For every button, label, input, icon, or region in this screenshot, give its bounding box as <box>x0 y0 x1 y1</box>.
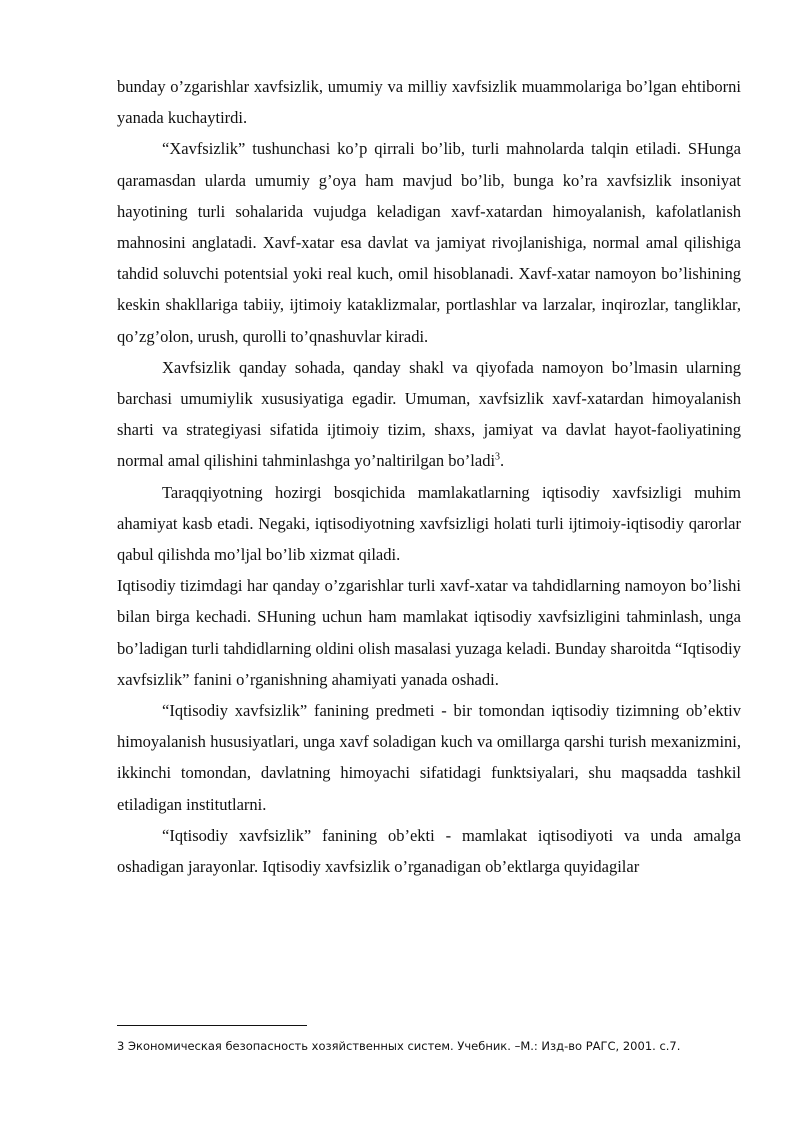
paragraph-4 <box>117 477 741 571</box>
paragraph-5 <box>117 570 741 695</box>
paragraph-5-text: Iqtisodiy tizimdagi har qanday o’zgarishlar turli xavf-xatar va tahdidlarning namoyon bo’lishi bilan birga kechadi. SHuning uchun ham mamlakat iqtisodiy xavfsizligini tahminlash, unga bo’ladigan turli tahdidlarning oldini olish masalasi yuzaga keladi. Bunday sharoitda “Iqtisodiy xavfsizlik” fanini o’rganishning ahamiyati yanada oshadi. <box>117 576 741 689</box>
footnote-separator <box>117 1025 307 1026</box>
paragraph-1 <box>117 71 741 133</box>
paragraph-1-text: bunday o’zgarishlar xavfsizlik, umumiy va milliy xavfsizlik muammolariga bo’lgan ehtiborni yanada kuchaytirdi. <box>117 77 741 128</box>
paragraph-3-text: Xavfsizlik qanday sohada, qanday shakl va qiyofada namoyon bo’lmasin ularning barchasi umumiylik xususiyatiga egadir. Umuman, xavfsizlik xavf-xatardan himoyalanish sharti va strategiyasi sifatida ijtimoiy tizim, shaxs, jamiyat va davlat hayot-faoliyatining normal amal qilishini tahminlashga yo’naltirilgan bo’ladi <box>117 357 741 471</box>
paragraph-7 <box>117 820 741 882</box>
paragraph-6 <box>117 695 741 820</box>
paragraph-2-text: “Xavfsizlik” tushunchasi ko’p qirrali bo’lib, turli mahnolarda talqin etiladi. SHunga qaramasdan ularda umumiy g’oya ham mavjud bo’lib, bunga ko’ra xavfsizlik insoniyat hayotining turli sohalarida vujudga keladigan xavf-xatardan himoyalanish, kafolatlanish mahnosini anglatadi. Xavf-xatar esa davlat va jamiyat rivojlanishiga, normal amal qilishiga tahdid soluvchi potentsial yoki real kuch, omil hisoblanadi. Xavf-xatar namoyon bo’lishining keskin shakllariga tabiiy, ijtimoiy kataklizmalar, portlashlar va larzalar, inqirozlar, tangliklar, qo’zg’olon, urush, qurolli to’qnashuvlar kiradi. <box>117 139 741 346</box>
footnote-reference[interactable]: 3 <box>495 451 501 463</box>
paragraph-2 <box>117 133 741 351</box>
paragraph-7-text: “Iqtisodiy xavfsizlik” fanining ob’ekti - mamlakat iqtisodiyoti va unda amalga oshadigan jarayonlar. Iqtisodiy xavfsizlik o’rganadigan ob’ektlarga quyidagilar <box>117 825 741 877</box>
paragraph-3 <box>117 352 741 477</box>
footnote-text: 3 Экономическая безопасность хозяйственных систем. Учебник. –М.: Изд-во РАГС, 2001. с.7. <box>117 1039 681 1053</box>
paragraph-3-end: . <box>500 451 505 471</box>
document-body <box>117 71 741 882</box>
footnote <box>117 1038 757 1054</box>
paragraph-6-text: “Iqtisodiy xavfsizlik” fanining predmeti - bir tomondan iqtisodiy tizimning ob’ektiv himoyalanish hususiyatlari, unga xavf soladigan kuch va omillarga qarshi turish mexanizmini, ikkinchi tomondan, davlatning himoyachi sifatidagi funktsiyalari, shu maqsadda tashkil etiladigan institutlarni. <box>117 701 741 814</box>
paragraph-4-text: Taraqqiyotning hozirgi bosqichida mamlakatlarning iqtisodiy xavfsizligi muhim ahamiyat kasb etadi. Negaki, iqtisodiyotning xavfsizligi holati turli ijtimoiy-iqtisodiy qarorlar qabul qilishda mo’ljal bo’lib xizmat qiladi. <box>117 482 741 565</box>
